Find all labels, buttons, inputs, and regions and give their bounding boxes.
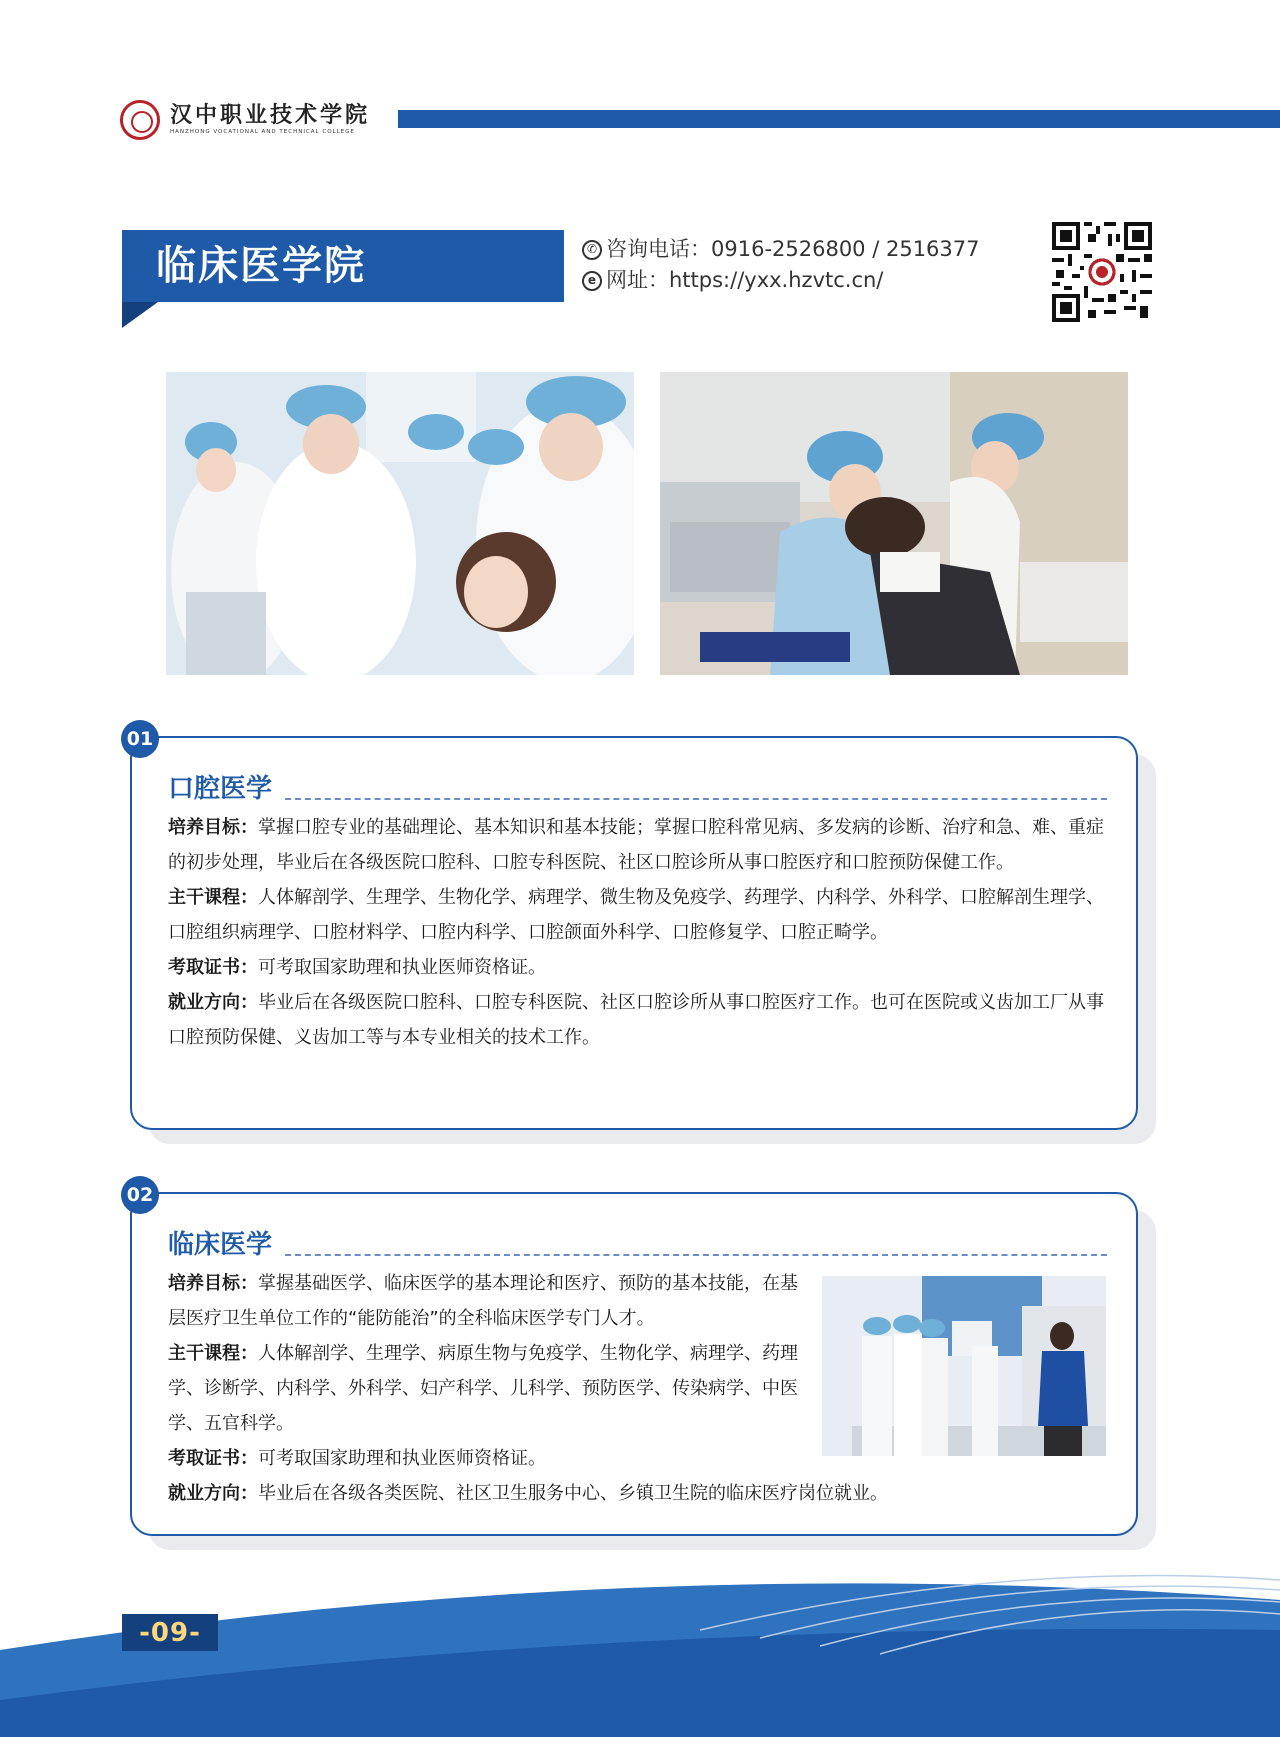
- item-label: 考取证书：: [168, 1448, 258, 1469]
- item-text: 毕业后在各级各类医院、社区卫生服务中心、乡镇卫生院的临床医疗岗位就业。: [258, 1483, 888, 1504]
- header-bar: [398, 110, 1280, 128]
- title-fold: [122, 302, 158, 328]
- section-item: [168, 1336, 808, 1441]
- section-item: [168, 985, 1112, 1055]
- item-text: 掌握基础医学、临床医学的基本理论和医疗、预防的基本技能，在基层医疗卫生单位工作的“能防能治”的全科临床医学专门人才。: [168, 1273, 798, 1329]
- section-number-badge: 02: [121, 1176, 159, 1214]
- web-row: [582, 265, 980, 296]
- section-item: [168, 1441, 808, 1476]
- section-number-badge: 01: [121, 720, 159, 758]
- item-label: 主干课程：: [168, 1343, 258, 1364]
- item-label: 培养目标：: [168, 1273, 258, 1294]
- item-label: 培养目标：: [168, 817, 258, 838]
- section-item: [168, 810, 1112, 880]
- phone-number: 0916-2526800 / 2516377: [711, 237, 980, 261]
- college-logo: [120, 98, 370, 142]
- section-divider: [285, 798, 1107, 800]
- title-banner: [122, 230, 564, 302]
- section-title: 口腔医学: [168, 774, 273, 804]
- section-item: [168, 950, 1112, 985]
- item-text: 人体解剖学、生理学、病原生物与免疫学、生物化学、病理学、药理学、诊断学、内科学、外科学、妇产科学、儿科学、预防医学、传染病学、中医学、五官科学。: [168, 1343, 798, 1434]
- item-label: 考取证书：: [168, 957, 258, 978]
- section-item: [168, 880, 1112, 950]
- college-name-en: HANZHONG VOCATIONAL AND TECHNICAL COLLEGE: [170, 129, 355, 135]
- item-label: 主干课程：: [168, 887, 258, 908]
- phone-row: [582, 234, 980, 265]
- section-title: 临床医学: [168, 1230, 273, 1260]
- phone-icon: ✆: [582, 240, 602, 260]
- item-text: 人体解剖学、生理学、生物化学、病理学、微生物及免疫学、药理学、内科学、外科学、口腔解剖生理学、口腔组织病理学、口腔材料学、口腔内科学、口腔颌面外科学、口腔修复学、口腔正畸学。: [168, 887, 1104, 943]
- section-item: [168, 1476, 1112, 1511]
- qr-code: [1052, 222, 1152, 322]
- phone-label: 咨询电话：: [606, 237, 711, 261]
- item-text: 可考取国家助理和执业医师资格证。: [258, 957, 546, 978]
- dental-teaching-photo: [166, 372, 634, 675]
- section-item: [168, 1266, 808, 1336]
- college-seal-icon: [120, 100, 160, 140]
- item-text: 毕业后在各级医院口腔科、口腔专科医院、社区口腔诊所从事口腔医疗工作。也可在医院或义齿加工厂从事口腔预防保健、义齿加工等与本专业相关的技术工作。: [168, 992, 1104, 1048]
- item-label: 就业方向：: [168, 1483, 258, 1504]
- web-label: 网址：: [606, 268, 669, 292]
- page-title: 临床医学院: [156, 243, 366, 289]
- contact-info: [582, 234, 980, 296]
- item-text: 掌握口腔专业的基础理论、基本知识和基本技能；掌握口腔科常见病、多发病的诊断、治疗和急、难、重症的初步处理，毕业后在各级医院口腔科、口腔专科医院、社区口腔诊所从事口腔医疗和口腔预防保健工作。: [168, 817, 1104, 873]
- page-number: -09-: [122, 1614, 218, 1651]
- section-divider: [285, 1254, 1107, 1256]
- item-text: 可考取国家助理和执业医师资格证。: [258, 1448, 546, 1469]
- college-name-cn: 汉中职业技术学院: [170, 103, 371, 128]
- clinical-ward-photo: [822, 1276, 1106, 1456]
- item-label: 就业方向：: [168, 992, 258, 1013]
- section-body: [168, 1266, 888, 1511]
- web-icon: e: [582, 271, 602, 291]
- section-body: [168, 810, 1112, 1055]
- dental-clinic-photo: [660, 372, 1128, 675]
- web-link[interactable]: https://yxx.hzvtc.cn/: [669, 268, 884, 292]
